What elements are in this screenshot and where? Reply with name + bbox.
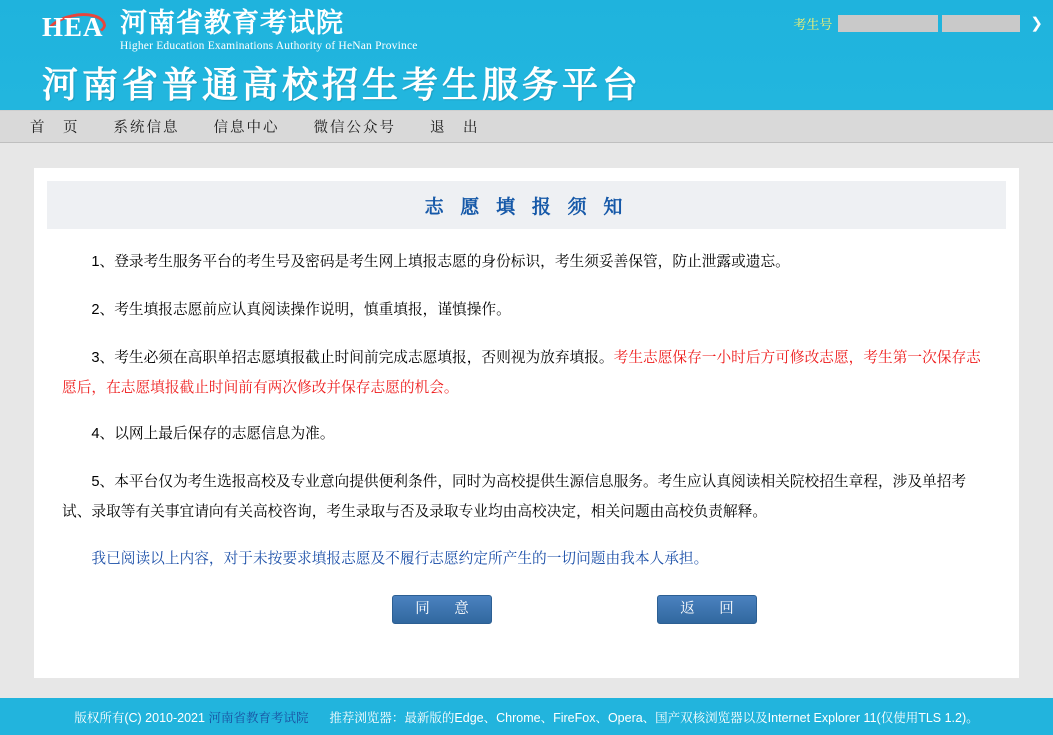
back-button[interactable]: 返 回 [657, 595, 757, 624]
hea-logo-icon [42, 10, 112, 46]
notice-item-1: 1、登录考生服务平台的考生号及密码是考生网上填报志愿的身份标识，考生须妥善保管，防止泄露或遗忘。 [91, 254, 790, 270]
notice-title-bar [47, 181, 1006, 229]
agreement-text: 我已阅读以上内容，对于未按要求填报志愿及不履行志愿约定所产生的一切问题由我本人承担。 [91, 551, 709, 567]
notice-item-4: 4、以网上最后保存的志愿信息为准。 [91, 426, 335, 442]
notice-title: 志 愿 填 报 须 知 [424, 196, 629, 218]
footer-org-link[interactable]: 河南省教育考试院 [208, 710, 309, 725]
exam-number-area [793, 12, 1043, 34]
nav-item-logout[interactable]: 退 出 [430, 120, 480, 136]
nav-item-wechat-account[interactable]: 微信公众号 [313, 120, 396, 136]
notice-panel [34, 168, 1019, 678]
agree-button[interactable]: 同 意 [392, 595, 492, 624]
notice-item-2: 2、考生填报志愿前应认真阅读操作说明，慎重填报，谨慎操作。 [91, 302, 511, 318]
footer-text [74, 708, 978, 726]
footer-copyright: 版权所有(C) 2010-2021 [74, 710, 205, 725]
chevron-right-icon[interactable]: ❯ [1030, 14, 1043, 32]
exam-number-value [838, 15, 938, 32]
nav-item-system-info[interactable]: 系统信息 [113, 120, 180, 136]
main-nav [0, 110, 1053, 143]
site-logo [42, 8, 418, 53]
action-buttons [62, 595, 991, 624]
exam-number-label: 考生号 [793, 16, 833, 32]
notice-body [34, 229, 1019, 624]
logo-title-cn: 河南省教育考试院 [120, 8, 344, 38]
notice-item-3 [62, 343, 991, 403]
notice-item-3-red: 考生志愿保存一小时后方可修改志愿，考生第一次保存志愿后，在志愿填报截止时间前有两次修改并保存志愿的机会。 [62, 350, 981, 396]
nav-item-home[interactable]: 首 页 [30, 120, 80, 136]
logo-mark-text: HEA [42, 12, 104, 42]
content-area [0, 143, 1053, 698]
nav-item-info-center[interactable]: 信息中心 [213, 120, 280, 136]
exam-number-value-secondary [942, 15, 1020, 32]
site-footer [0, 698, 1053, 735]
footer-browser-note: 推荐浏览器：最新版的Edge、Chrome、FireFox、Opera、国产双核浏览器以及Internet Explorer 11(仅使用TLS 1.2)。 [329, 710, 979, 725]
notice-item-5: 5、本平台仅为考生选报高校及专业意向提供便利条件，同时为高校提供生源信息服务。考生应认真阅读相关院校招生章程，涉及单招考试、录取等有关事宜请向有关高校咨询，考生录取与否及录取专业均由高校决定，相关问题由高校负责解释。 [62, 474, 967, 520]
page-title: 河南省普通高校招生考生服务平台 [42, 65, 643, 105]
logo-title-en: Higher Education Examinations Authority of HeNan Province [120, 40, 418, 52]
notice-item-3-black: 3、考生必须在高职单招志愿填报截止时间前完成志愿填报，否则视为放弃填报。 [91, 350, 614, 366]
site-header [0, 0, 1053, 110]
